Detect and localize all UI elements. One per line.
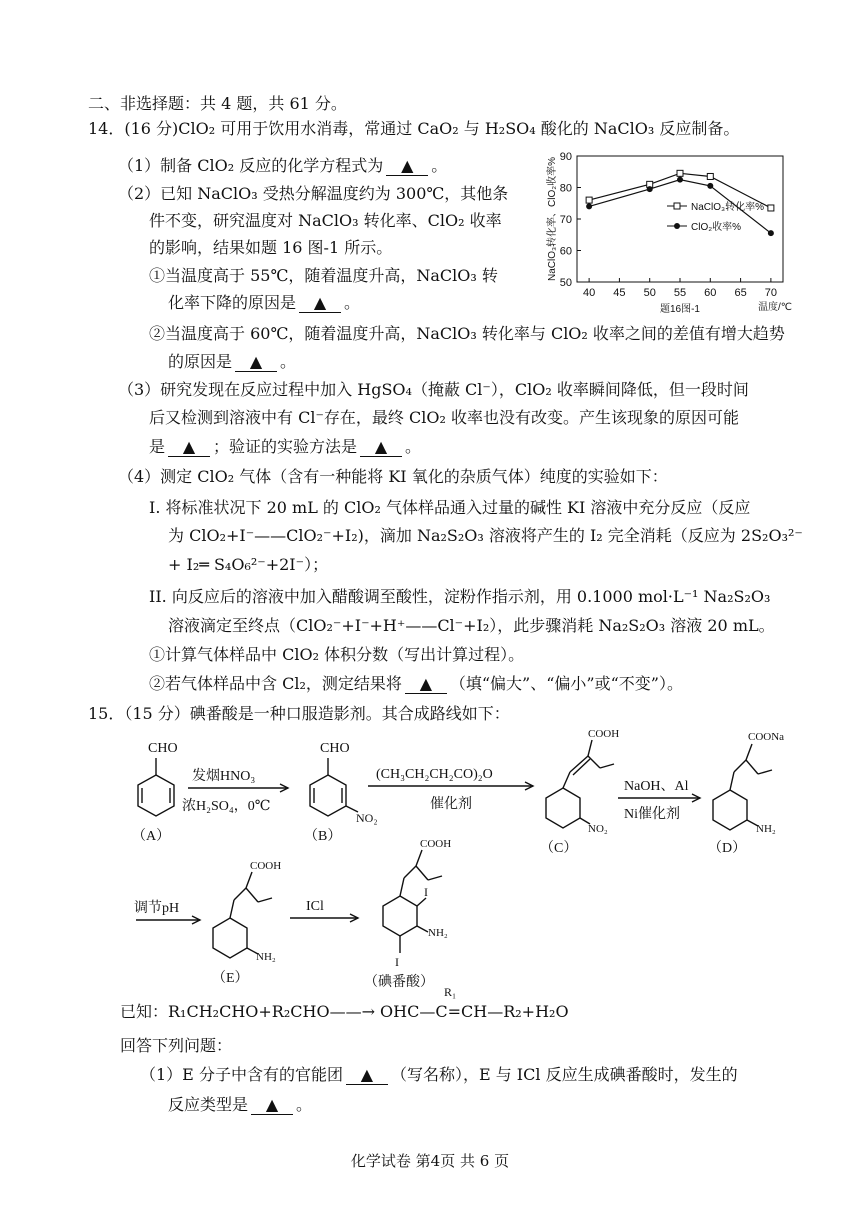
- group-cooh-c: COOH: [588, 728, 620, 740]
- section-heading: 二、非选择题：共 4 题，共 61 分。: [88, 94, 347, 113]
- answer-blank[interactable]: ▲: [235, 353, 277, 372]
- x-tick-label: 60: [704, 287, 717, 299]
- chart-svg: [505, 148, 797, 326]
- q14-part2a-end: 。: [344, 293, 361, 312]
- legend-label: NaClO₃转化率%: [691, 202, 764, 213]
- temperature-chart: [505, 148, 797, 326]
- data-point-s2: [647, 186, 653, 192]
- q14-part2b-end: 。: [280, 352, 297, 371]
- group-coona-d: COONa: [748, 731, 785, 743]
- q15-part1-line2: [168, 1094, 312, 1116]
- legend-marker: [674, 203, 680, 209]
- y-axis-label: NaClO₃转化率、ClO₂收率%: [547, 156, 558, 282]
- benzene-ring-e: [213, 918, 247, 958]
- group-cho-a: CHO: [148, 741, 178, 756]
- q15-part1-text-c: 反应类型是: [168, 1095, 249, 1114]
- group-i-2: I: [395, 955, 399, 969]
- arrow3-bottom: Ni催化剂: [624, 807, 680, 822]
- group-cooh-product: COOH: [420, 838, 452, 850]
- label-a: （A）: [132, 829, 171, 844]
- q14-part2b-line1: ②当温度高于 60℃，随着温度升高，NaClO₃ 转化率与 ClO₂ 收率之间的差值有增大趋势: [149, 324, 785, 343]
- arrow1-top: 发烟HNO₃: [192, 769, 256, 784]
- q14-part4-II-line1: II. 向反应后的溶液中加入醋酸调至酸性，淀粉作指示剂，用 0.1000 mol·L⁻¹ Na₂S₂O₃: [149, 587, 771, 606]
- q14-part2-line2: 件不变，研究温度对 NaClO₃ 转化率、ClO₂ 收率: [149, 211, 502, 230]
- q14-part2b-text: 的原因是: [168, 352, 233, 371]
- label-b: （B）: [304, 829, 342, 844]
- arrow3-top: NaOH、Al: [624, 779, 689, 794]
- legend-marker: [674, 223, 680, 229]
- x-tick-label: 55: [673, 287, 687, 299]
- group-cooh-e: COOH: [250, 860, 282, 872]
- answer-blank[interactable]: ▲: [405, 675, 447, 694]
- arrow5-top: ICl: [306, 899, 324, 914]
- x-tick-label: 45: [613, 287, 626, 299]
- q14-part2a-line2: [168, 292, 360, 314]
- x-axis-label: 温度/℃: [757, 302, 793, 313]
- page-footer: 化学试卷 第4页 共 6 页: [350, 1152, 510, 1170]
- benzene-ring-b: [310, 775, 346, 816]
- chart-caption: 题16图-1: [659, 304, 701, 315]
- q14-part3-line3: [149, 436, 421, 458]
- label-c: （C）: [540, 841, 578, 856]
- known-r1: R₁: [444, 985, 457, 999]
- q15-part1-line1: [140, 1064, 738, 1086]
- q14-part1-text: （1）制备 ClO₂ 反应的化学方程式为: [118, 156, 384, 175]
- arrow2-bottom: 催化剂: [430, 797, 472, 812]
- q14-part4-II-line2: 溶液滴定至终点（ClO₂⁻+I⁻+H⁺——Cl⁻+I₂），此步骤消耗 Na₂S₂O₃ 溶液 20 mL。: [168, 616, 775, 635]
- x-tick-label: 50: [643, 287, 656, 299]
- data-point-s2: [707, 183, 713, 189]
- q14-part1: [118, 155, 447, 177]
- group-cho-b: CHO: [320, 741, 350, 756]
- x-tick-label: 65: [734, 287, 747, 299]
- benzene-ring-product: [383, 896, 417, 936]
- y-tick-label: 70: [559, 214, 572, 226]
- data-point-s2: [677, 177, 683, 183]
- q14-part4-b-end: （填“偏大”、“偏小”或“不变”）。: [449, 674, 683, 693]
- data-point-s1: [768, 205, 774, 211]
- benzene-ring-d: [713, 790, 747, 830]
- synthesis-svg: [118, 728, 798, 1018]
- q15-part1-text-b: （写名称），E 与 ICl 反应生成碘番酸时，发生的: [390, 1065, 738, 1084]
- answer-blank[interactable]: ▲: [346, 1066, 388, 1085]
- benzene-ring-a: [138, 775, 174, 816]
- y-tick-label: 60: [559, 245, 572, 258]
- answer-blank[interactable]: ▲: [168, 438, 210, 457]
- q14-part4-I-line2: 为 ClO₂+I⁻——ClO₂⁻+I₂)，滴加 Na₂S₂O₃ 溶液将产生的 I₂ 完全消耗（反应为 2S₂O₃²⁻: [168, 526, 803, 545]
- q14-part2-line3: 的影响，结果如题 16 图-1 所示。: [149, 238, 393, 257]
- label-product: （碘番酸）: [364, 975, 434, 990]
- q14-part4-b: [149, 673, 683, 695]
- x-tick-label: 40: [582, 287, 596, 299]
- synthesis-scheme: [118, 728, 798, 1018]
- group-no2-b: NO₂: [356, 811, 378, 825]
- q15-part1-text-a: （1）E 分子中含有的官能团: [140, 1065, 343, 1084]
- y-tick-label: 80: [559, 182, 572, 195]
- arrow1-bottom: 浓H₂SO₄，0℃: [182, 799, 271, 814]
- answer-blank[interactable]: ▲: [251, 1096, 293, 1115]
- q14-part4-a: ①计算气体样品中 ClO₂ 体积分数（写出计算过程）。: [149, 645, 525, 664]
- q15-part1-end: 。: [296, 1095, 313, 1114]
- group-i-1: I: [424, 885, 428, 899]
- data-point-s2: [586, 203, 592, 209]
- q14-part4-I-line3: + I₂═ S₄O₆²⁻+2I⁻）；: [168, 555, 329, 574]
- answer-blank[interactable]: ▲: [360, 438, 402, 457]
- answer-blank[interactable]: ▲: [386, 157, 428, 176]
- group-nh2-d: NH₂: [756, 823, 776, 835]
- q14-part2a-text: 化率下降的原因是: [168, 293, 297, 312]
- data-point-s1: [586, 197, 592, 203]
- q15-intro: 15．（15 分）碘番酸是一种口服造影剂。其合成路线如下：: [88, 704, 510, 723]
- data-point-s2: [768, 230, 774, 236]
- q14-intro: 14．(16 分)ClO₂ 可用于饮用水消毒，常通过 CaO₂ 与 H₂SO₄ 酸化的 NaClO₃ 反应制备。: [88, 119, 740, 138]
- q14-part3-text-a: 是: [149, 437, 166, 456]
- label-e: （E）: [212, 971, 249, 986]
- q14-part4-I-line1: I. 将标准状况下 20 mL 的 ClO₂ 气体样品通入过量的碱性 KI 溶液中充分反应（反应: [149, 498, 751, 517]
- y-tick-label: 90: [559, 151, 572, 163]
- q15-known-reaction: 已知：R₁CH₂CHO+R₂CHO——→ OHC—C=CH—R₂+H₂O: [120, 1002, 569, 1021]
- legend-label: ClO₂收率%: [691, 222, 741, 233]
- q14-part3-text-b: ；验证的实验方法是: [213, 437, 358, 456]
- arrow2-top: (CH₃CH₂CH₂CO)₂O: [376, 767, 493, 782]
- label-d: （D）: [708, 841, 747, 856]
- arrow4-top: 调节pH: [134, 901, 180, 916]
- x-tick-label: 70: [764, 287, 778, 299]
- q14-part4-line1: （4）测定 ClO₂ 气体（含有一种能将 KI 氧化的杂质气体）纯度的实验如下：: [118, 467, 668, 486]
- benzene-ring-c: [546, 788, 580, 828]
- group-nh2-product: NH₂: [428, 927, 448, 939]
- answer-blank[interactable]: ▲: [299, 294, 341, 313]
- y-tick-label: 50: [559, 277, 572, 289]
- data-point-s1: [677, 170, 683, 176]
- q14-part2-line1: （2）已知 NaClO₃ 受热分解温度约为 300℃，其他条: [118, 184, 509, 203]
- group-nh2-e: NH₂: [256, 951, 276, 963]
- q14-part3-line1: （3）研究发现在反应过程中加入 HgSO₄（掩蔽 Cl⁻），ClO₂ 收率瞬间降低，但一段时间: [118, 380, 749, 399]
- q14-part2a-line1: ①当温度高于 55℃，随着温度升高，NaClO₃ 转: [149, 266, 498, 285]
- group-no2-c: NO₂: [588, 823, 608, 835]
- data-point-s1: [707, 173, 713, 179]
- q14-part1-end: 。: [431, 156, 448, 175]
- q14-part3-line2: 后又检测到溶液中有 Cl⁻存在，最终 ClO₂ 收率也没有改变。产生该现象的原因可能: [149, 408, 739, 427]
- q14-part3-text-c: 。: [405, 437, 422, 456]
- q15-answer-prompt: 回答下列问题：: [120, 1036, 233, 1055]
- q14-part2b-line2: [168, 351, 296, 373]
- q14-part4-b-text: ②若气体样品中含 Cl₂，测定结果将: [149, 674, 402, 693]
